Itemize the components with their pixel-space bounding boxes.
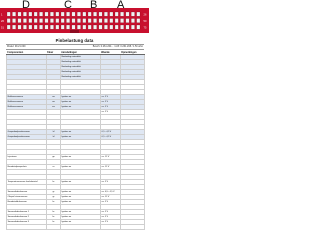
connector-pin xyxy=(39,12,42,16)
connector-pin xyxy=(18,19,21,23)
cell-waarde: 0,5 - 4,5 V xyxy=(101,130,121,135)
connector-pin xyxy=(61,12,64,16)
cell-aansluitingen xyxy=(61,225,101,230)
cell-kleur: br xyxy=(47,180,61,185)
cell-aansluitingen: Bedrading motorblok xyxy=(61,75,101,80)
connector-pin xyxy=(115,12,118,16)
connector-pin xyxy=(88,19,91,23)
pin-number-left: 26 xyxy=(1,19,4,23)
cell-aansluitingen: Bedrading motorblok xyxy=(61,60,101,65)
header-componenten: Componenten xyxy=(7,50,47,55)
cell-aansluitingen: Ignition on xyxy=(61,190,101,195)
cell-kleur: ws xyxy=(47,105,61,110)
connector-pin xyxy=(61,25,64,29)
table-row xyxy=(7,225,145,230)
cell-waarde: ca. 5 V xyxy=(101,100,121,105)
position-letter-a: A xyxy=(117,0,125,11)
cell-aansluitingen: Ignition on xyxy=(61,135,101,140)
cell-waarde: ca. 5 V xyxy=(101,200,121,205)
cell-componenten: Injectoren xyxy=(7,155,47,160)
connector-pin xyxy=(66,12,69,16)
connector-pin xyxy=(72,12,75,16)
connector-pin xyxy=(18,25,21,29)
connector-pin xyxy=(18,12,21,16)
connector-key-slot xyxy=(70,30,79,33)
connector-pin xyxy=(93,12,96,16)
connector-pin xyxy=(7,12,10,16)
cell-componenten: Nokkenassensor xyxy=(7,100,47,105)
connector-pin xyxy=(77,12,80,16)
connector-pin xyxy=(137,25,140,29)
document-title: Pinbelastung data xyxy=(55,38,94,43)
header-waarde: Waarde xyxy=(101,50,121,55)
connector-pin xyxy=(45,25,48,29)
cell-waarde: ca. 12 V xyxy=(101,155,121,160)
header-opmerkingen: Opmerkingen xyxy=(121,50,145,55)
cell-waarde: ca. 12 V xyxy=(101,165,121,170)
cell-aansluitingen: Bedrading motorblok xyxy=(61,70,101,75)
connector-pin xyxy=(7,19,10,23)
connector-pin xyxy=(34,12,37,16)
cell-waarde: ca. 0,5 - 4,5 V xyxy=(101,190,121,195)
connector-pin xyxy=(93,25,96,29)
connector-pin xyxy=(115,19,118,23)
meta-right: Bosch: 0.261.204... / A.B: 0.261.208 / 1.5l turbo xyxy=(92,45,143,48)
cell-componenten: Nokkenassensor xyxy=(7,105,47,110)
cell-kleur: ro xyxy=(47,165,61,170)
connector-pin xyxy=(66,19,69,23)
cell-aansluitingen: Ignition on xyxy=(61,105,101,110)
position-letter-c: C xyxy=(64,0,72,11)
cell-componenten: Brandstofpomprelais xyxy=(7,165,47,170)
cell-kleur: sw xyxy=(47,100,61,105)
cell-aansluitingen: Ignition on xyxy=(61,155,101,160)
connector-pin xyxy=(115,25,118,29)
connector-pin xyxy=(12,12,15,16)
connector-pin xyxy=(12,19,15,23)
cell-aansluitingen: Ignition on xyxy=(61,180,101,185)
connector-pin xyxy=(120,12,123,16)
cell-waarde: ca. 5 V xyxy=(101,105,121,110)
cell-aansluitingen: Ignition on xyxy=(61,215,101,220)
cell-componenten: Nokkenassensor xyxy=(7,95,47,100)
cell-aansluitingen: Ignition on xyxy=(61,130,101,135)
pin-number-left: 1 xyxy=(1,13,3,17)
connector-pin xyxy=(56,12,59,16)
header-aansluitingen: Aansluitingen xyxy=(61,50,101,55)
cell-kleur xyxy=(47,225,61,230)
connector-pin xyxy=(61,19,64,23)
connector-pin xyxy=(131,12,134,16)
cell-componenten: Smeeroliedruksensor xyxy=(7,190,47,195)
cell-waarde: 0,5 - 4,5 V xyxy=(101,135,121,140)
connector-pin xyxy=(23,19,26,23)
connector-pin xyxy=(83,12,86,16)
cell-componenten: Smeeroliedruksensor 3 xyxy=(7,220,47,225)
connector-pin xyxy=(50,19,53,23)
position-letter-b: B xyxy=(90,0,98,11)
pin-number-left: 51 xyxy=(1,26,4,30)
connector-pin xyxy=(126,19,129,23)
connector-pin xyxy=(137,12,140,16)
connector-pin xyxy=(56,19,59,23)
connector-pin xyxy=(72,25,75,29)
cell-kleur: ge xyxy=(47,155,61,160)
connector-pin xyxy=(72,19,75,23)
connector-pin xyxy=(77,19,80,23)
cell-aansluitingen: Ignition on xyxy=(61,220,101,225)
cell-aansluitingen: Bedrading motorblok xyxy=(61,65,101,70)
connector-pin xyxy=(93,19,96,23)
connector-pin xyxy=(12,25,15,29)
cell-componenten xyxy=(7,225,47,230)
cell-aansluitingen: Ignition on xyxy=(61,200,101,205)
cell-kleur: gr xyxy=(47,195,61,200)
connector-pin xyxy=(104,25,107,29)
cell-componenten: Gaspedaalpositiesensor xyxy=(7,135,47,140)
cell-waarde: ca. 5 V xyxy=(101,210,121,215)
cell-kleur: sw xyxy=(47,95,61,100)
pin-number-right: 26 xyxy=(143,13,147,17)
connector-pin xyxy=(29,19,32,23)
position-letter-d: D xyxy=(22,0,30,11)
cell-opmerkingen xyxy=(121,225,145,230)
connector-pin xyxy=(88,25,91,29)
connector-pin xyxy=(34,25,37,29)
cell-componenten: Oliepeil niveausensor xyxy=(7,195,47,200)
connector-pin xyxy=(50,12,53,16)
connector-pin xyxy=(29,25,32,29)
connector-pin xyxy=(45,12,48,16)
cell-waarde: ca. 5 V xyxy=(101,215,121,220)
connector-pin xyxy=(7,25,10,29)
cell-waarde: ca. 5 V xyxy=(101,180,121,185)
pin-number-right: 75 xyxy=(143,26,147,30)
meta-left: Model: 09.21.000 xyxy=(7,45,26,48)
cell-componenten: Smeeroliedruksensor 1 xyxy=(7,210,47,215)
pin-number-right: 50 xyxy=(143,19,147,23)
cell-aansluitingen: Ignition on xyxy=(61,100,101,105)
connector-pin xyxy=(34,19,37,23)
connector-pin xyxy=(56,25,59,29)
connector-pin xyxy=(104,19,107,23)
connector-pin xyxy=(83,19,86,23)
connector-pin xyxy=(23,12,26,16)
connector-pin xyxy=(110,12,113,16)
connector-pin xyxy=(131,19,134,23)
connector-pin xyxy=(110,25,113,29)
connector-pin xyxy=(104,12,107,16)
connector-pin xyxy=(39,19,42,23)
connector-pin xyxy=(23,25,26,29)
pin-table xyxy=(6,50,145,230)
connector-pin xyxy=(88,12,91,16)
cell-kleur: br xyxy=(47,200,61,205)
cell-aansluitingen: Ignition on xyxy=(61,95,101,100)
cell-kleur: gr xyxy=(47,190,61,195)
cell-waarde: ca. 12 V xyxy=(101,195,121,200)
cell-waarde: ca. 5 V xyxy=(101,95,121,100)
cell-componenten: Brandstofdruksensor xyxy=(7,200,47,205)
cell-componenten: Gaspedaalpositiesensor xyxy=(7,130,47,135)
connector-pin xyxy=(66,25,69,29)
connector-pin xyxy=(137,19,140,23)
connector-pin xyxy=(83,25,86,29)
connector-pin xyxy=(120,19,123,23)
cell-kleur: bl xyxy=(47,135,61,140)
connector-pin xyxy=(77,25,80,29)
cell-componenten: Smeeroliedruksensor 2 xyxy=(7,215,47,220)
connector-pin xyxy=(110,19,113,23)
connector-pin xyxy=(126,25,129,29)
connector-pin xyxy=(120,25,123,29)
connector-pin xyxy=(29,12,32,16)
cell-waarde xyxy=(101,225,121,230)
cell-kleur: br xyxy=(47,210,61,215)
connector-pin xyxy=(50,25,53,29)
cell-componenten: Temperatuursensor koelvloeistof xyxy=(7,180,47,185)
connector-pin xyxy=(99,12,102,16)
cell-kleur: br xyxy=(47,215,61,220)
cell-aansluitingen: Bedrading motorblok xyxy=(61,55,101,60)
cell-aansluitingen: Ignition on xyxy=(61,165,101,170)
connector-pin xyxy=(99,19,102,23)
connector-pin xyxy=(99,25,102,29)
connector-pin xyxy=(39,25,42,29)
cell-kleur: bl xyxy=(47,130,61,135)
cell-aansluitingen: Ignition on xyxy=(61,210,101,215)
cell-waarde: ca. 5 V xyxy=(101,220,121,225)
connector-pin xyxy=(45,19,48,23)
connector-pin xyxy=(126,12,129,16)
header-kleur: Kleur xyxy=(47,50,61,55)
cell-kleur: br xyxy=(47,220,61,225)
connector-pin xyxy=(131,25,134,29)
cell-waarde: ca. 5 V xyxy=(101,110,121,115)
cell-aansluitingen: Ignition on xyxy=(61,195,101,200)
